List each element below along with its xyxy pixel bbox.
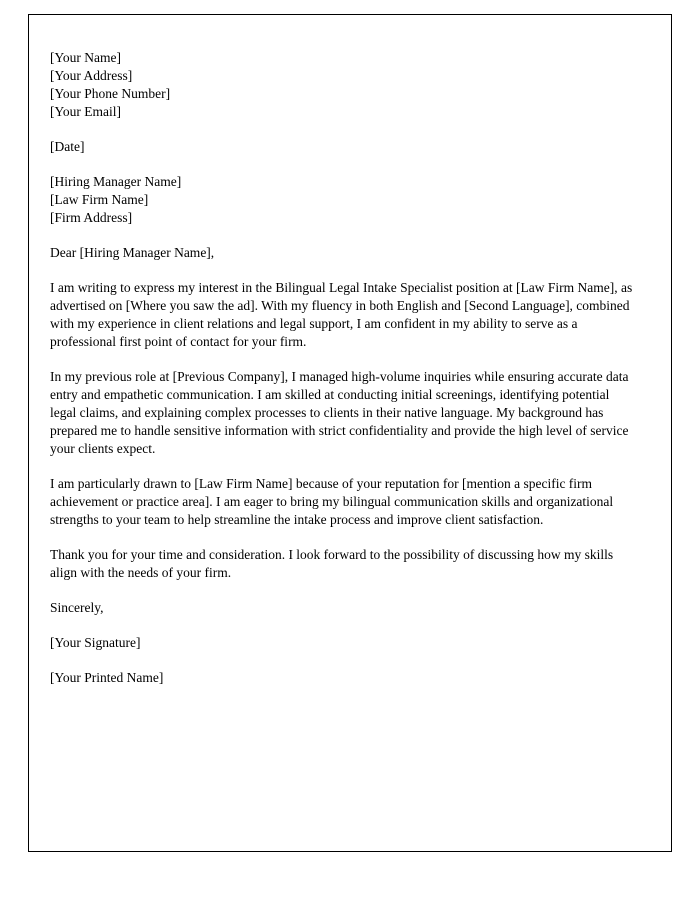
body-paragraph-1: I am writing to express my interest in the Bilingual Legal Intake Specialist position at [Law Firm Name], as advertised on [Where you saw the ad]. With my fluency in both English and [Second Language], combined with my experience in client relations and legal support, I am confident in my ability to serve as a professional first point of contact for your firm. [50, 280, 633, 349]
signature-placeholder: [Your Signature] [50, 635, 141, 650]
recipient-hiring-manager: [Hiring Manager Name] [50, 174, 182, 189]
date-block [50, 138, 633, 156]
sender-email: [Your Email] [50, 104, 122, 119]
body-paragraph-3: I am particularly drawn to [Law Firm Name] because of your reputation for [mention a specific firm achievement or practice area]. I am eager to bring my bilingual communication skills and organizational strengths to your team to help streamline the intake process and improve client satisfaction. [50, 476, 614, 527]
salutation: Dear [Hiring Manager Name], [50, 245, 215, 260]
letter-date: [Date] [50, 139, 85, 154]
closing: Sincerely, [50, 600, 104, 615]
body-paragraph-4: Thank you for your time and consideration. I look forward to the possibility of discussing how my skills align with the needs of your firm. [50, 547, 614, 580]
body-paragraph-2: In my previous role at [Previous Company], I managed high-volume inquiries while ensuring accurate data entry and empathetic communication. I am skilled at conducting initial screenings, identifying potential legal claims, and explaining complex processes to clients in their native language. My background has prepared me to handle sensitive information with strict confidentiality and provide the high level of service your clients expect. [50, 369, 629, 456]
sender-address: [Your Address] [50, 68, 133, 83]
sender-name: [Your Name] [50, 50, 121, 65]
printed-name-placeholder: [Your Printed Name] [50, 670, 164, 685]
letter-page [28, 14, 672, 852]
letter-content [50, 49, 633, 687]
recipient-block [50, 173, 633, 227]
recipient-firm-name: [Law Firm Name] [50, 192, 149, 207]
recipient-firm-address: [Firm Address] [50, 210, 133, 225]
sender-block [50, 49, 633, 121]
sender-phone: [Your Phone Number] [50, 86, 171, 101]
